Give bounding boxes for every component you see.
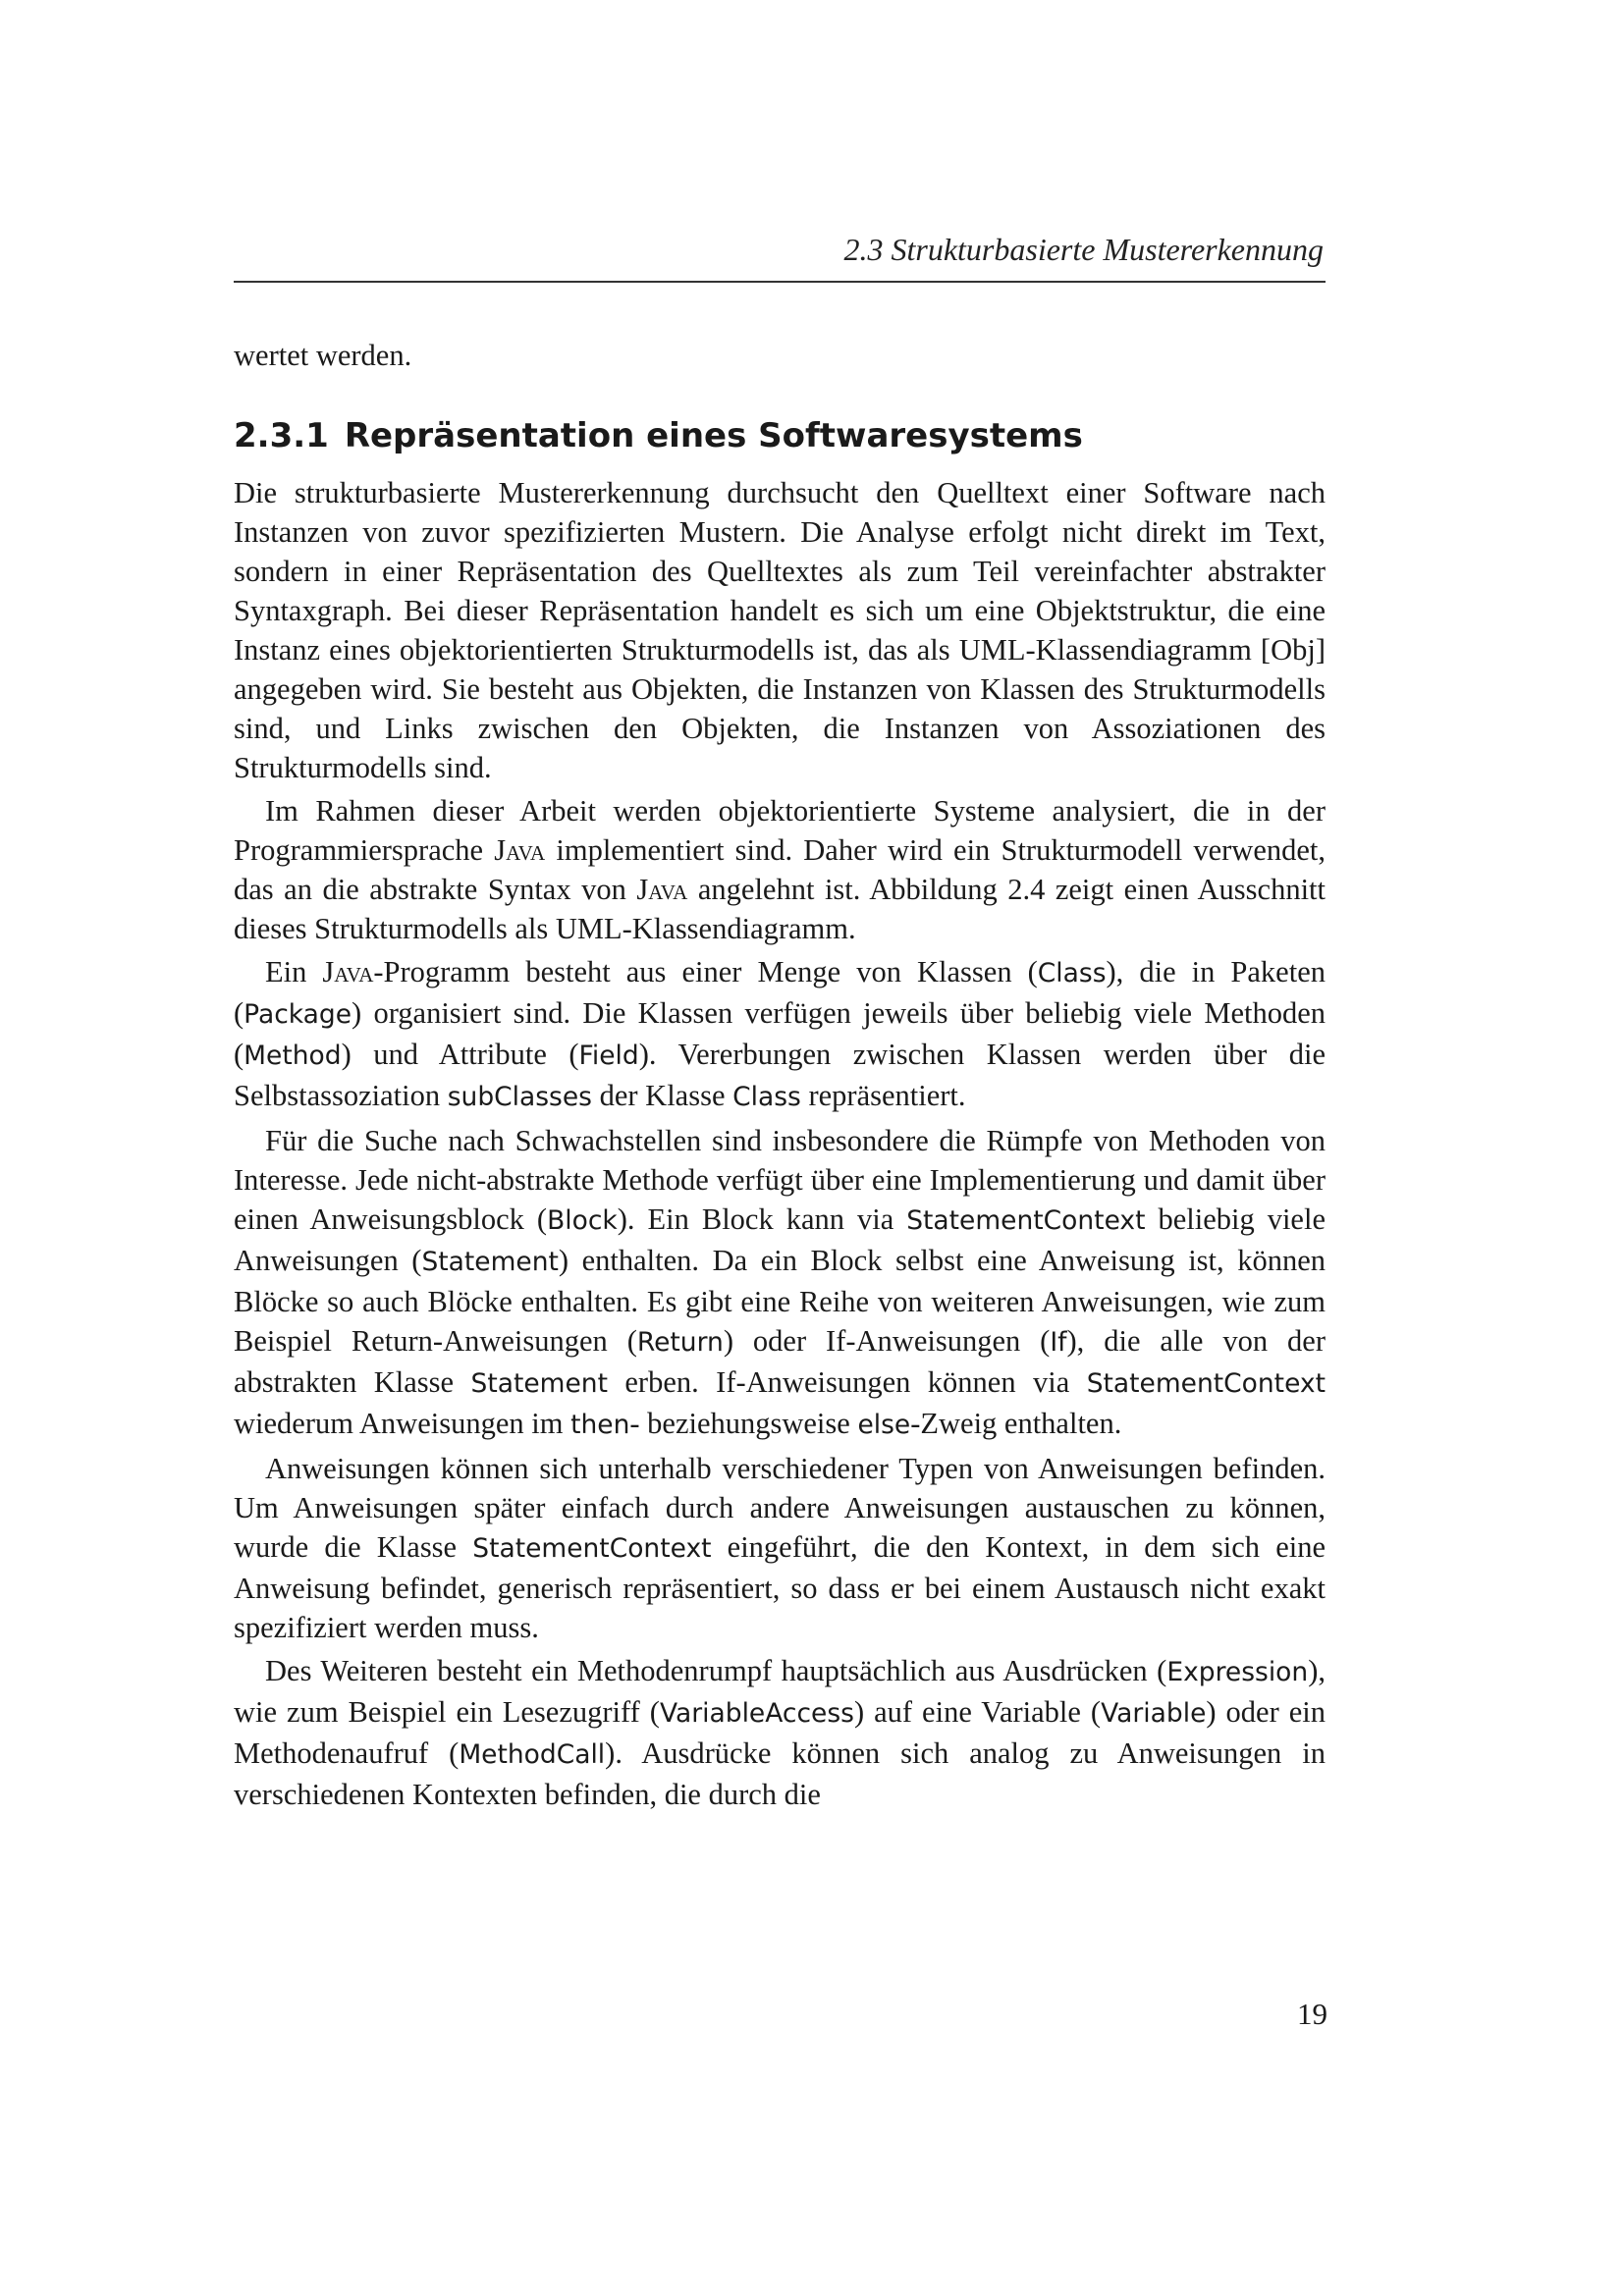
text-run: Für die Suche nach Schwachstellen sind insbesondere die Rümpfe von Methoden von Interesse. Jede nicht-abstrakte Methode verfügt über eine Implementierung und damit über einen Anweisungsblock ( [234, 1124, 1326, 1236]
text-run: repräsentiert. [800, 1079, 966, 1112]
code-term: StatementContext [472, 1533, 712, 1564]
text-run: Anweisungen können sich unterhalb verschiedener Typen von Anweisungen befinden. Um Anweisungen später einfach durch andere Anweisungen austauschen zu können, wurde die Klasse [234, 1452, 1326, 1564]
page-body [234, 336, 1326, 1814]
text-run: ). Ausdrücke können sich analog zu Anweisungen in verschiedenen Kontexten befinden, die durch die [234, 1736, 1326, 1811]
text-run: ) oder ein Methodenaufruf ( [234, 1695, 1326, 1770]
code-term: Statement [470, 1368, 608, 1399]
section-title: Repräsentation eines Softwaresystems [344, 416, 1083, 455]
code-term: Statement [421, 1247, 559, 1277]
paragraph-4 [234, 1121, 1326, 1445]
text-run: eingeführt, die den Kontext, in dem sich eine Anweisung befindet, generisch repräsentiert, so dass er bei einem Austausch nicht exakt spezifiziert werden muss. [234, 1530, 1326, 1644]
text-run: ), die alle von der abstrakten Klasse [234, 1324, 1326, 1399]
code-term: If [1050, 1327, 1067, 1358]
lead-text: wertet werden. [234, 339, 412, 372]
code-term: else [857, 1410, 911, 1440]
text-run: ) organisiert sind. Die Klassen verfügen jeweils über beliebig viele Methoden ( [234, 996, 1326, 1071]
text-run: -Programm besteht aus einer Menge von Klassen ( [373, 955, 1038, 988]
text-run: angelehnt ist. Abbildung 2.4 zeigt einen Ausschnitt dieses Strukturmodells als UML-Klassendiagramm. [234, 873, 1326, 945]
section-heading [234, 416, 1326, 455]
code-term: VariableAccess [659, 1698, 854, 1729]
paragraph-3 [234, 952, 1326, 1117]
text-run: Des Weiteren besteht ein Methodenrumpf hauptsächlich aus Ausdrücken ( [265, 1654, 1167, 1687]
paragraph-2 [234, 791, 1326, 948]
code-term: subClasses [447, 1082, 592, 1112]
code-term: Field [578, 1041, 639, 1071]
text-run: erben. If-Anweisungen können via [607, 1365, 1087, 1399]
code-term: StatementContext [1086, 1368, 1326, 1399]
text-run: ) oder If-Anweisungen ( [723, 1324, 1051, 1358]
text-run: ) und Attribute ( [341, 1038, 579, 1071]
code-term: Return [636, 1327, 724, 1358]
code-term: Expression [1166, 1657, 1309, 1687]
java-term: Java [322, 955, 374, 988]
code-term: then [570, 1410, 630, 1440]
code-term: StatementContext [906, 1205, 1146, 1236]
code-term: Method [244, 1041, 342, 1071]
text-run: -Zweig enthalten. [910, 1407, 1122, 1440]
text-run: - beziehungsweise [629, 1407, 858, 1440]
running-header [234, 232, 1326, 283]
text-run: der Klasse [591, 1079, 733, 1112]
text-run: ). Ein Block kann via [617, 1202, 907, 1236]
text-run: ), die in Paketen ( [234, 955, 1326, 1030]
code-term: MethodCall [459, 1739, 606, 1770]
java-term: Java [636, 873, 688, 906]
section-number: 2.3.1 [234, 416, 329, 455]
text-run: Im Rahmen dieser Arbeit werden objektorientierte Systeme analysiert, die in der Programmiersprache [234, 794, 1326, 867]
text-run: ) enthalten. Da ein Block selbst eine Anweisung ist, können Blöcke so auch Blöcke enthalten. Es gibt eine Reihe von weiteren Anweisungen, wie zum Beispiel Return-Anweisungen ( [234, 1244, 1326, 1358]
text-run: wiederum Anweisungen im [234, 1407, 571, 1440]
text-run: ). Vererbungen zwischen Klassen werden über die Selbstassoziation [234, 1038, 1326, 1112]
code-term: Class [732, 1082, 801, 1112]
text-run: beliebig viele Anweisungen ( [234, 1202, 1326, 1277]
text-run: ) auf eine Variable ( [853, 1695, 1102, 1729]
text-run: ), wie zum Beispiel ein Lesezugriff ( [234, 1654, 1326, 1729]
paragraph-1: Die strukturbasierte Mustererkennung durchsucht den Quelltext einer Software nach Instanzen von zuvor spezifizierten Mustern. Die Analyse erfolgt nicht direkt im Text, sondern in einer Repräsentation des Quelltextes als zum Teil vereinfachter abstrakter Syntaxgraph. Bei dieser Repräsentation handelt es sich um eine Objektstruktur, die eine Instanz eines objektorientierten Strukturmodells ist, das als UML-Klassendiagramm [Obj] angegeben wird. Sie besteht aus Objekten, die Instanzen von Klassen des Strukturmodells sind, und Links zwischen den Objekten, die Instanzen von Assoziationen des Strukturmodells sind. [234, 476, 1326, 784]
page-number: 19 [1297, 1997, 1327, 2031]
paragraph-6 [234, 1651, 1326, 1814]
code-term: Class [1037, 958, 1107, 988]
text-run: Ein [265, 955, 323, 988]
text-run: implementiert sind. Daher wird ein Strukturmodell verwendet, das an die abstrakte Syntax von [234, 833, 1326, 906]
code-term: Variable [1101, 1698, 1207, 1729]
paragraph-5 [234, 1449, 1326, 1647]
java-term: Java [494, 833, 546, 867]
code-term: Block [547, 1205, 618, 1236]
running-title: 2.3 Strukturbasierte Mustererkennung [843, 232, 1324, 267]
code-term: Package [244, 999, 352, 1030]
